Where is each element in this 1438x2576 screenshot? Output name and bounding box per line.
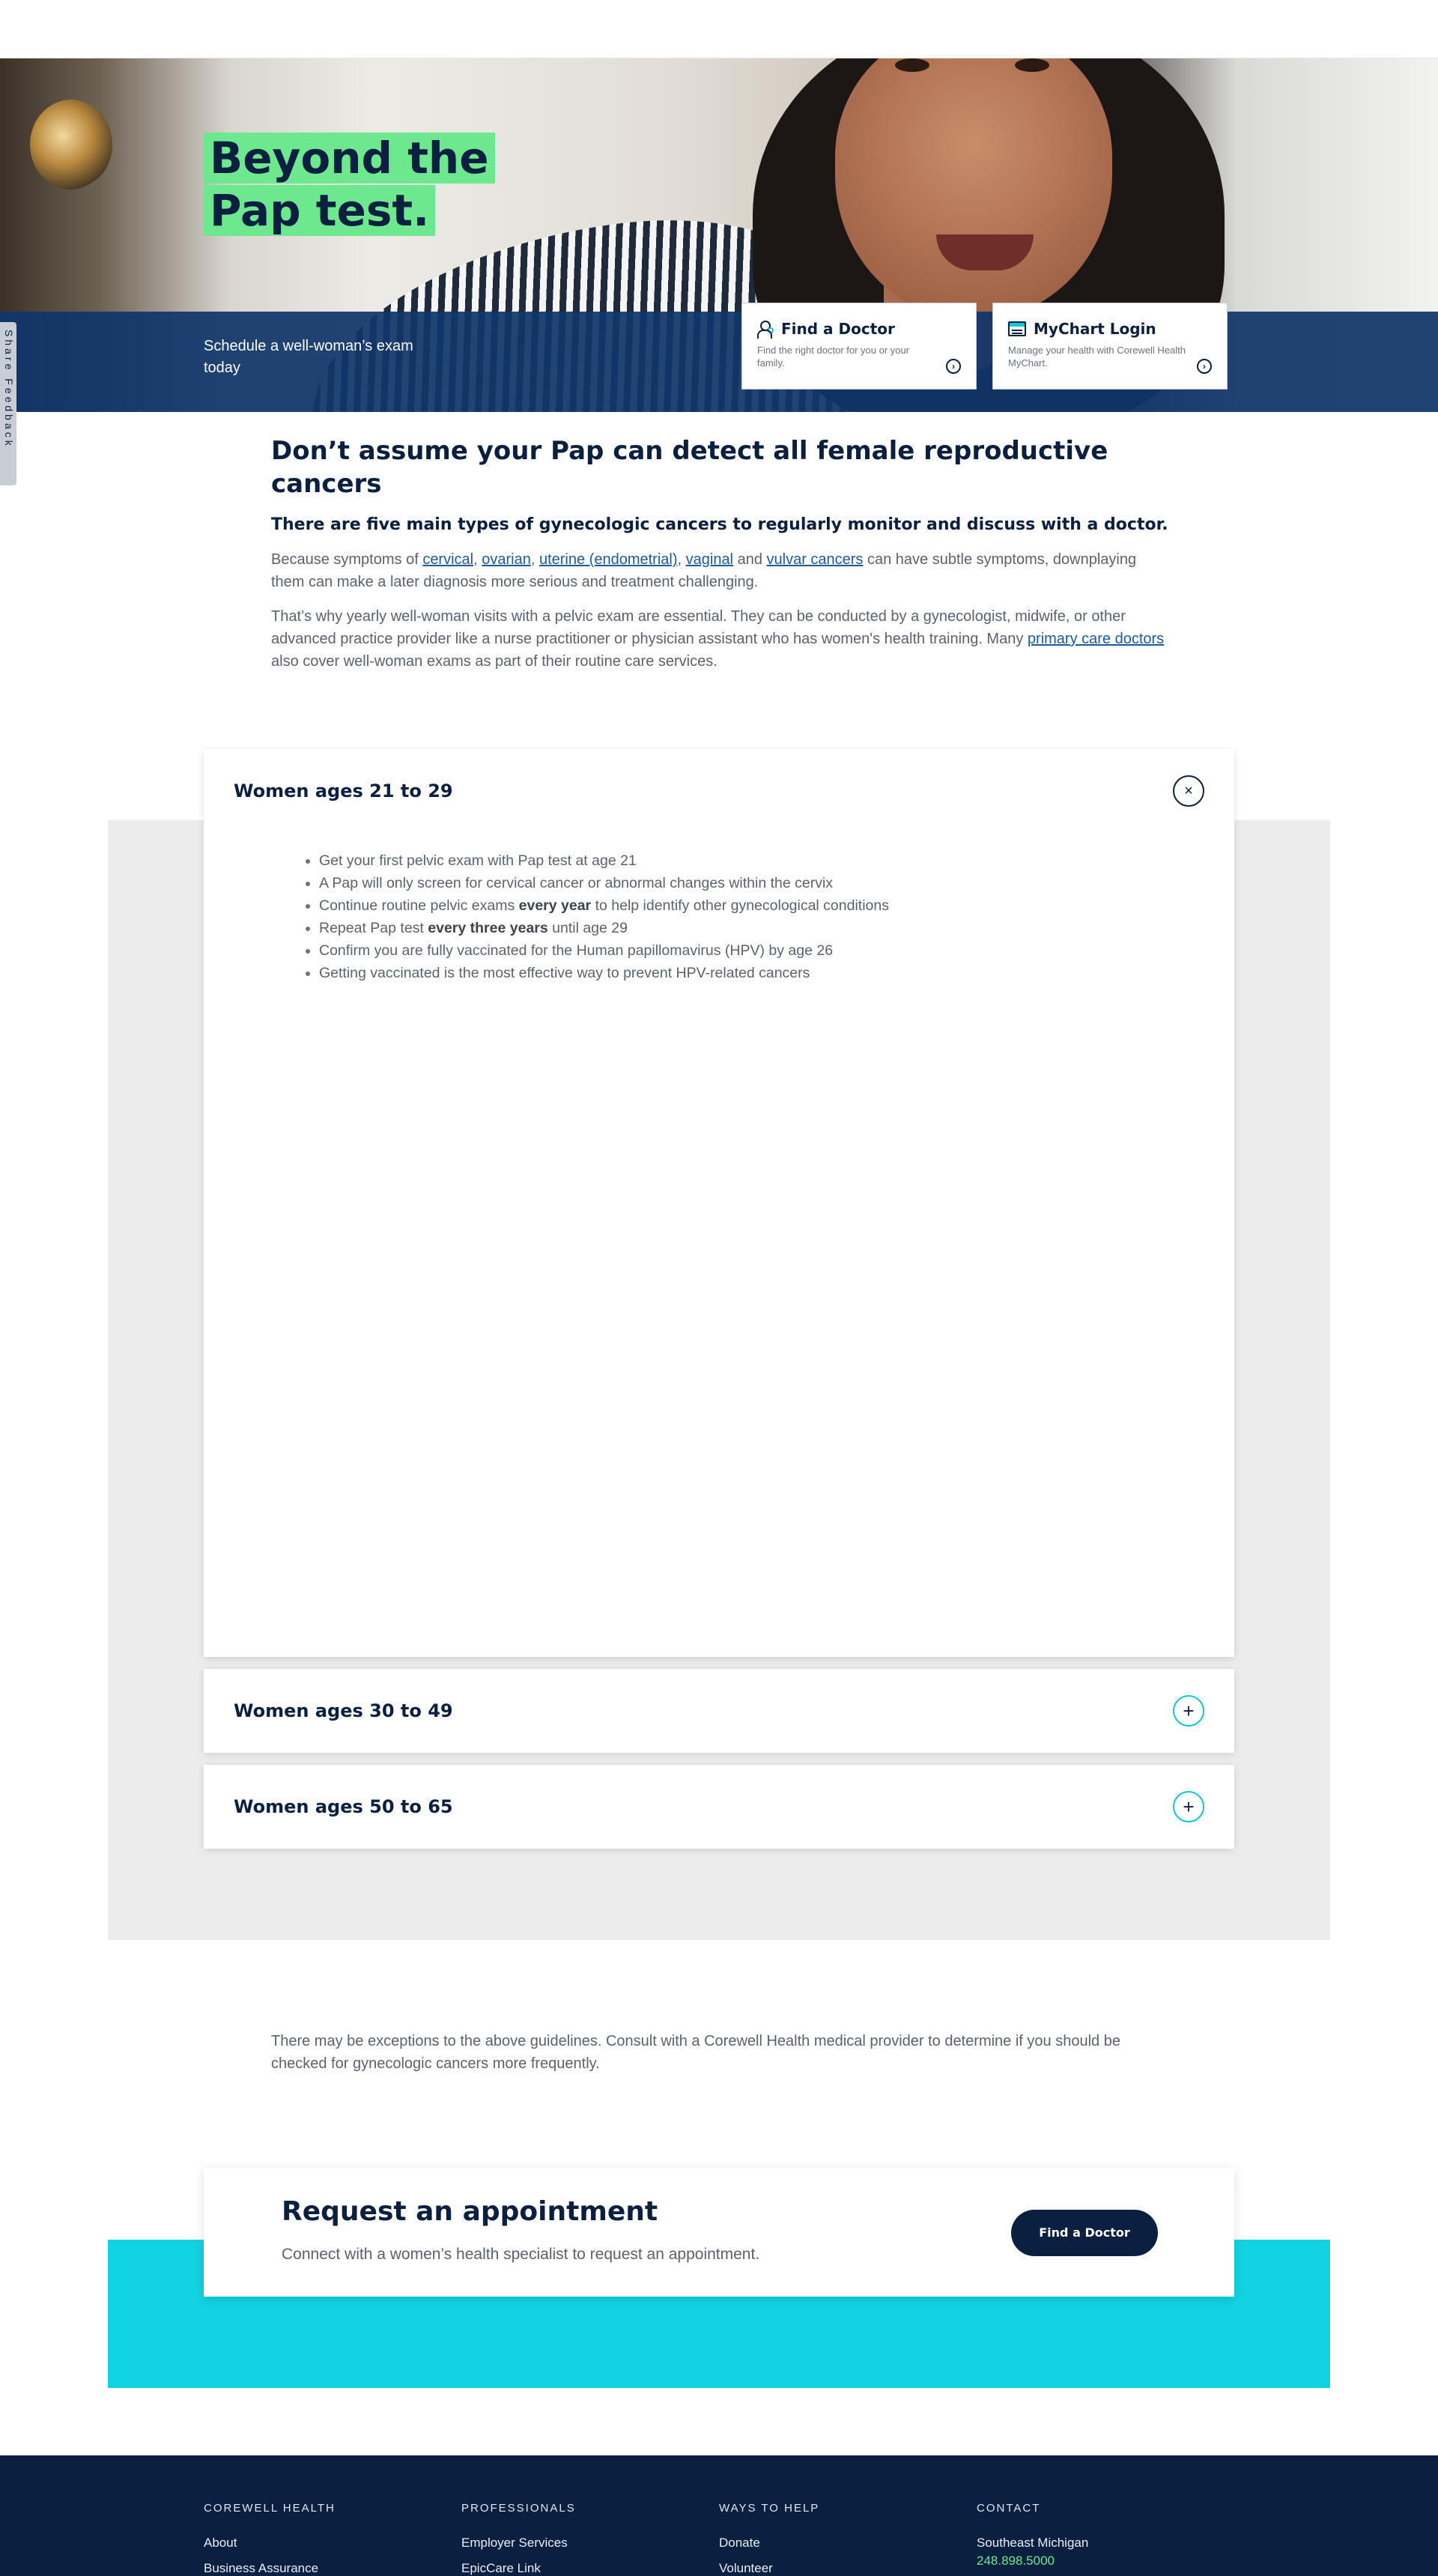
accordion-header[interactable] <box>204 749 1234 833</box>
text-fragment: also cover well-woman exams as part of their routine care services. <box>271 653 718 670</box>
footer-heading: WAYS TO HELP <box>719 2502 820 2515</box>
text-fragment: Continue routine pelvic exams <box>319 897 519 914</box>
text-fragment: , <box>677 551 686 568</box>
plus-icon[interactable]: + <box>1173 1695 1204 1727</box>
accordion-body <box>204 833 1234 984</box>
mychart-login-card-title: MyChart Login <box>1034 320 1156 338</box>
find-a-doctor-card[interactable] <box>741 303 977 390</box>
footer-heading: PROFESSIONALS <box>461 2502 576 2515</box>
footer-link[interactable]: Donate <box>719 2536 760 2550</box>
intro-heading: Don’t assume your Pap can detect all female reproductive cancers <box>271 436 1108 499</box>
accordion-header[interactable] <box>204 1765 1234 1849</box>
footer-link[interactable]: EpicCare Link <box>461 2561 541 2575</box>
door-knob-shape <box>30 100 112 190</box>
text-fragment: , <box>530 551 539 568</box>
text-fragment: That’s why yearly well-woman visits with a pelvic exam are essential. They can be conducted by a gynecologist, midwife, or other advanced practice provider like a nurse practitioner or physician assistant who has women's health training. Many <box>271 608 1126 647</box>
footer-link[interactable]: About <box>204 2536 237 2550</box>
intro-section <box>271 434 1170 673</box>
text-fragment: Confirm you are fully vaccinated for the Human papillomavirus (HPV) by age 26 <box>319 942 834 959</box>
link-vaginal[interactable]: vaginal <box>685 551 734 568</box>
link-uterine[interactable]: uterine (endometrial) <box>539 551 678 568</box>
appointment-description: Connect with a women’s health specialist to request an appointment. <box>282 2246 760 2263</box>
list-item <box>319 939 1234 962</box>
accordion-item-30-49 <box>204 1669 1234 1753</box>
bold-text: every three years <box>428 920 548 936</box>
mychart-icon <box>1008 321 1026 336</box>
intro-paragraph-2 <box>271 605 1170 673</box>
eye-left <box>895 58 929 72</box>
text-fragment: A Pap will only screen for cervical cancer or abnormal changes within the cervix <box>319 875 834 891</box>
link-vulvar-cancers[interactable]: vulvar cancers <box>766 551 864 568</box>
text-fragment: Repeat Pap test <box>319 920 428 936</box>
list-item <box>319 962 1234 984</box>
appointment-card <box>204 2168 1234 2297</box>
list-item <box>319 849 1234 872</box>
plus-icon[interactable]: + <box>1173 1791 1204 1822</box>
hero-title <box>204 132 593 237</box>
accordion-title: Women ages 50 to 65 <box>234 1796 453 1817</box>
footer-link[interactable]: Volunteer <box>719 2561 773 2575</box>
accordion-title: Women ages 21 to 29 <box>234 781 453 801</box>
footer-phone-link[interactable]: 248.898.5000 <box>977 2554 1055 2568</box>
text-fragment: Getting vaccinated is the most effective way to prevent HPV-related cancers <box>319 965 810 981</box>
close-icon[interactable]: × <box>1173 775 1204 807</box>
arrow-right-circle-icon[interactable]: › <box>946 359 961 374</box>
footer-location: Southeast Michigan <box>977 2536 1089 2550</box>
intro-subheading: There are five main types of gynecologic cancers to regularly monitor and discuss with a doctor. <box>271 515 1168 534</box>
link-ovarian[interactable]: ovarian <box>482 551 531 568</box>
intro-paragraph-1 <box>271 548 1170 593</box>
footer-heading: COREWELL HEALTH <box>204 2502 336 2515</box>
find-a-doctor-card-title: Find a Doctor <box>781 320 895 338</box>
list-item <box>319 872 1234 894</box>
find-a-doctor-button[interactable]: Find a Doctor <box>1011 2210 1158 2256</box>
hero-band-text: Schedule a well-woman’s exam today <box>204 338 413 376</box>
footer-link[interactable]: Employer Services <box>461 2536 568 2550</box>
footer-column-corewell <box>204 2502 336 2576</box>
text-fragment: to help identify other gynecological conditions <box>591 897 889 914</box>
doctor-icon <box>757 321 774 337</box>
list-item <box>319 917 1234 939</box>
mychart-login-card-header <box>1008 320 1212 338</box>
appointment-title: Request an appointment <box>282 2196 658 2227</box>
footer-heading: CONTACT <box>977 2502 1041 2515</box>
guideline-list <box>319 849 1234 984</box>
text-fragment: and <box>733 551 767 568</box>
footer-column-professionals <box>461 2502 576 2576</box>
footer-column-contact <box>977 2502 1088 2569</box>
top-header-bar <box>0 0 1438 58</box>
bold-text: every year <box>518 897 592 914</box>
footer-column-ways-to-help <box>719 2502 819 2576</box>
arrow-right-circle-icon[interactable]: › <box>1197 359 1212 374</box>
text-fragment: Get your first pelvic exam with Pap test at age 21 <box>319 852 637 869</box>
mychart-login-card-description: Manage your health with Corewell Health MyChart. <box>1008 345 1186 369</box>
accordion-item-21-29 <box>204 749 1234 1657</box>
accordion-item-50-65 <box>204 1765 1234 1849</box>
find-a-doctor-card-description: Find the right doctor for you or your family. <box>757 345 910 369</box>
link-cervical[interactable]: cervical <box>422 551 474 568</box>
hero-title-text: Beyond the Pap test. <box>204 133 495 236</box>
accordion-header[interactable] <box>204 1669 1234 1753</box>
text-fragment: can have subtle symptoms, downplaying them can make a later diagnosis more serious and treatment challenging. <box>271 551 1137 590</box>
exceptions-note: There may be exceptions to the above guidelines. Consult with a Corewell Health medical provider to determine if you should be checked for gynecologic cancers more frequently. <box>271 2033 1120 2072</box>
share-feedback-label: Share Feedback <box>3 330 15 449</box>
share-feedback-tab[interactable] <box>0 322 16 485</box>
list-item <box>319 894 1234 917</box>
text-fragment: , <box>473 551 482 568</box>
eye-right <box>1015 58 1049 72</box>
text-fragment: Because symptoms of <box>271 551 423 568</box>
text-fragment: until age 29 <box>547 920 628 936</box>
mychart-login-card[interactable] <box>992 303 1228 390</box>
find-a-doctor-card-header <box>757 320 961 338</box>
footer-link[interactable]: Business Assurance <box>204 2561 319 2575</box>
link-primary-care-doctors[interactable]: primary care doctors <box>1027 631 1165 647</box>
accordion-title: Women ages 30 to 49 <box>234 1700 453 1721</box>
